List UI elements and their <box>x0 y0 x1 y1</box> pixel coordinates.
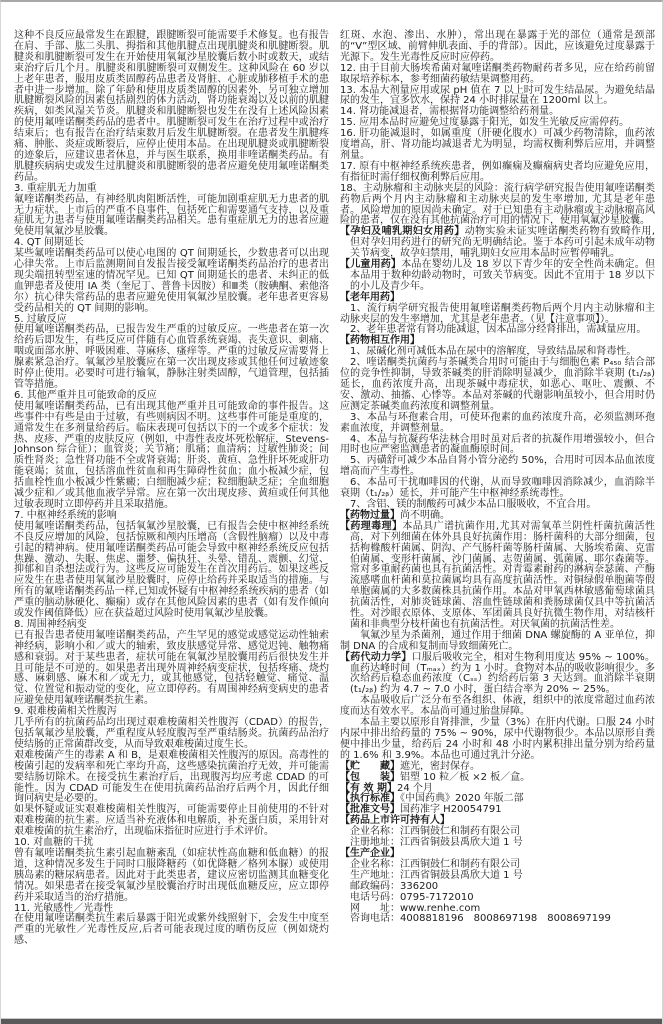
paragraph: 13. 本品大剂量应用或尿 pH 值在 7 以上时可发生结晶尿。为避免结晶尿的发生，宜多饮水，保持 24 小时排尿量在 1200ml 以上。 <box>340 84 655 107</box>
paragraph: 使用氟喹诺酮类药品，包括氧氟沙星胶囊，已有报告会使中枢神经系统不良反应增加的风险，包括惊厥和颅内压增高（含假性脑瘤）以及中毒引起的精神病。使用氟喹诺酮类药品可能会导致中枢神经系统反应包括焦躁、激动、失眠、焦虑、噩梦、偏执狂、头晕、错乱、震颤、幻觉、抑郁和自杀想法或行为。这些反应可能发生在首次用药后。如果这些反应发生在患者使用氧氟沙星胶囊时，应停止给药并采取适当的措施。与所有的氟喹诺酮类药品一样,已知或怀疑有中枢神经系统疾病的患者（如严重的脑动脉硬化、癫痫）或存在其他风险因素的患者（如有发作倾向或发作阈值降低）应在获益超过风险时使用氧氟沙星胶囊。 <box>14 520 329 620</box>
paragraph: 12. 由于目前大肠埃希菌对氟喹诺酮类药物耐药者多见，应在给药前留取尿培养标本，参考细菌药敏结果调整用药。 <box>340 62 655 85</box>
paragraph: 3. 重症肌无力加重 <box>14 182 97 194</box>
paragraph: 6、本品可干扰咖啡因的代谢，从而导致咖啡因消除减少，血消除半衰期（t₁/₂ᵦ）延长，并可能产生中枢神经系统毒性。 <box>340 477 655 500</box>
paragraph: 2、喹诺酮类抗菌药与茶碱类合用时可能由于与细胞色素 P₄₅₀ 结合部位的竞争性抑制，导致茶碱类的肝消除明显减少，血消除半衰期 (t₁/₂ᵦ) 延长，血药浓度升高，出现茶碱中毒症状，如恶心、呕吐、震颤、不安、激动、抽搐、心悸等。本品对茶碱的代谢影响虽较小，但合用时仍应测定茶碱类血药浓度和调整剂量。 <box>340 357 655 412</box>
paragraph: 网 址：www.renhe.com <box>350 902 481 914</box>
section-header-label: 【老年用药】 <box>340 291 400 303</box>
section-header-label: 【包 装】 <box>340 771 400 783</box>
paragraph: 1、流行病学研究报告使用氟喹诺酮类药物后两个月内主动脉瘤和主动脉夹层的发生率增加，尤其是老年患者。（见【注意事项】）。 <box>340 302 655 325</box>
paragraph: 3、本品与环孢素合用，可使环孢素的血药浓度升高，必须监测环孢素血浓度，并调整剂量。 <box>340 411 655 434</box>
paragraph: 5、丙磺舒可减少本品自肾小管分泌约 50%，合用时可因本品血浓度增高而产生毒性。 <box>340 455 655 478</box>
paragraph: 8. 周围神经病变 <box>14 618 87 630</box>
paragraph: 红斑、水泡、渗出、水肿），常出现在暴露于光的部位（通常是颈部的“V”型区域、前臂伸肌表面、手的背部）。因此，应该避免过度暴露于光源下。发生光毒性反应时应停药。 <box>340 30 655 63</box>
paragraph: 15. 应用本品时应避免过度暴露于阳光，如发生光敏反应需停药。 <box>340 117 630 129</box>
paragraph: 11. 光敏感性／光毒性 <box>14 902 114 914</box>
paragraph: 企业名称：江西铜鼓仁和制药有限公司 <box>350 826 520 838</box>
paragraph: 曾有氟喹诺酮类抗生素引起血糖紊乱（如症状性高血糖和低血糖）的报道，这种情况多发生于同时口服降糖药（如优降糖／格列本脲）或使用胰岛素的糖尿病患者。因此对于此类患者，建议应密切监测其血糖变化情况。如果患者在接受氧氟沙星胶囊治疗时出现低血糖反应，应立即停药并采取适当的治疗措施。 <box>14 847 329 903</box>
paragraph: 某些氟喹诺酮类药品可以使心电图的 QT 间期延长，少数患者可以出现心律失常。上市后监测期间自发报告接受氟喹诺酮类药品治疗的患者出现尖端扭转型室速的情况罕见。已知 QT 间期延长的患者、未纠正的低血钾患者及使用 IA 类（奎尼丁、普鲁卡因胺）和Ⅲ类（胺碘酮、索他洛尔）抗心律失常药品的患者应避免使用氧氟沙星胶囊。老年患者更容易受药品相关的 QT 间期的影响。 <box>14 248 329 314</box>
paragraph: 咨询电话：4008818196 8008697198 8008697199 <box>350 913 611 925</box>
paragraph: 6. 其他严重并且可能致命的反应 <box>14 389 157 401</box>
paragraph: 1、尿碱化剂可减低本品在尿中的溶解度，导致结晶尿和肾毒性。 <box>350 346 637 358</box>
paragraph: 本品主要以原形自肾排泄，少量（3%）在肝内代谢。口服 24 小时内尿中排出给药量的 75% ~ 90%，尿中代谢物很少。本品以原形自粪便中排出少量，给药后 24 小时和 48 小时内累积排出量分别为给药量的 1.6% 和 3.9%。本品也可通过乳汁分泌。 <box>340 717 655 761</box>
insert-body-text <box>1 2 662 947</box>
paragraph: 邮政编码：336200 <box>350 880 439 892</box>
section-header-label: 【贮 藏】 <box>340 760 400 772</box>
section-header-label: 【有 效 期】 <box>340 782 397 794</box>
paragraph: 7、含铝、镁的制酸药可减少本品口服吸收，不宜合用。 <box>350 498 597 510</box>
paragraph: 氟喹诺酮类药品，有神经肌肉阻断活性，可能加剧重症肌无力患者的肌无力症状。上市后的严重不良事件，包括死亡和需要通气支持，以及重症肌无力患者与使用氟喹诺酮类药品相关。患有重症肌无力的患者应避免使用氧氟沙星胶囊。 <box>14 193 329 238</box>
paragraph: 【批准文号】国药准字 H20054791 <box>340 804 502 816</box>
section-header-label: 【药品上市许可持有人】 <box>340 815 450 827</box>
paragraph: 7. 中枢神经系统的影响 <box>14 509 117 521</box>
paragraph: 使用氟喹诺酮类药品，已有出现其他严重并且可能致命的事件报告。这些事件中有些是由于过敏，有些则病因不明。这些事件可能是重度的，通常发生在多剂量给药后。临床表现可包括以下的一个或多个症状：发热、皮疹、严重的皮肤反应（例如，中毒性表皮坏死松解症，Stevens-Johnson 综合征）；血管炎；关节痛；肌痛；血清病；过敏性肺炎；间质性肾炎；急性肾功能不全或肾衰竭；肝炎、黄疸、急性肝坏死或肝功能衰竭；贫血，包括溶血性贫血和再生障碍性贫血；血小板减少症，包括血栓性血小板减少性紫癜；白细胞减少症；粒细胞缺乏症；全血细胞减少症和／或其他血液学异常。应在第一次出现皮疹、黄疸或任何其他过敏表现时立即停药并且采取措施。 <box>14 400 329 510</box>
section-header-label: 【生产企业】 <box>340 847 400 859</box>
paragraph: 17. 原有中枢神经系统疾患者，例如癫痫及癫痫病史者均应避免应用，有指征时需仔细权衡利弊后应用。 <box>340 160 655 183</box>
scan-bottom-edge <box>1 1018 662 1024</box>
paragraph: 企业名称：江西铜鼓仁和制药有限公司 <box>350 858 520 870</box>
section-header-label: 【药物相互作用】 <box>340 335 420 347</box>
paragraph: 10. 对血糖的干扰 <box>14 837 94 849</box>
paragraph: 【孕妇及哺乳期妇女用药】动物实验未证实喹诺酮类药物有致畸作用, 但对孕妇用药进行的研究尚无明确结论。鉴于本药可引起未成年动物关节病变，故孕妇禁用，哺乳期妇女应用本品时应暂停哺乳。 <box>340 226 656 260</box>
section-header-label: 【药代动力学】 <box>340 651 412 663</box>
paragraph: 如果怀疑或证实艰难梭菌相关性腹泻，可能需要停止目前使用的不针对艰难梭菌的抗生素。应适当补充液体和电解质，补充蛋白质，采用针对艰难梭菌的抗生素治疗，出现临床指征时应进行手术评价。 <box>14 804 329 838</box>
paragraph: 4、本品与抗凝药华法林合用时虽对后者的抗凝作用增强较小，但合用时也应严密监测患者的凝血酶原时间。 <box>340 433 655 456</box>
section-header-label: 【孕妇及哺乳期妇女用药】 <box>340 226 465 238</box>
paragraph: 【有 效 期】24 个月 <box>340 782 433 794</box>
paragraph: 2、老年患者常有肾功能减退，因本品部分经肾排出，需减量应用。 <box>350 324 647 336</box>
paragraph: 【执行标准】《中国药典》2020 年版二部 <box>340 793 524 805</box>
paragraph: 16. 肝功能减退时，如属重度（肝硬化腹水）可减少药物清除，血药浓度增高，肝、肾功能均减退者尤为明显，均需权衡利弊后应用，并调整剂量。 <box>340 128 655 161</box>
paragraph: 电话号码：0795-7172010 <box>350 891 474 903</box>
paragraph: 【贮 藏】遮光，密封保存。 <box>340 760 480 772</box>
paragraph: 氧氟沙星为杀菌剂，通过作用于细菌 DNA 螺旋酶的 A 亚单位，抑制 DNA 的合成和复制而导致细菌死亡。 <box>340 629 655 652</box>
paragraph: 在使用氟喹诺酮类抗生素后暴露于阳光或紫外线照射下，会发生中度至严重的光敏性／光毒性反应,后者可能表现过度的晒伤反应（例如烧灼感、 <box>14 913 329 947</box>
paragraph: 艰难梭菌产生的毒素 A 和 B，是艰难梭菌相关性腹泻的原因。高毒性的梭菌引起的发病率和死亡率均升高，这些感染抗菌治疗无效，并可能需要结肠切除术。在接受抗生素治疗后，出现腹泻均应考虑 CDAD 的可能性。因为 CDAD 可能发生在使用抗菌药品治疗后两个月，因此仔细询问病史是必要的。 <box>14 749 329 805</box>
paragraph: 18、主动脉瘤和主动脉夹层的风险：流行病学研究报告使用氟喹诺酮类药物后两个月内主动脉瘤和主动脉夹层的发生率增加, 尤其是老年患者。风险增加的原因尚未确定。对于已知患有主动脉瘤或主动脉瘤高风险的患者，仅在没有其他抗菌治疗可用的情况下，使用氧氟沙星胶囊。 <box>340 182 655 227</box>
paragraph: 4. QT 间期延长 <box>14 237 84 249</box>
section-header-label: 【执行标准】 <box>340 793 400 805</box>
paragraph: 几乎所有的抗菌药品均出现过艰难梭菌相关性腹泻（CDAD）的报告，包括氧氟沙星胶囊，严重程度从轻度腹泻至严重结肠炎。抗菌药品治疗使结肠的正常菌群改变，从而导致艰难梭菌过度生长。 <box>14 717 329 750</box>
paragraph: 【包 装】铝塑 10 粒／板 ×2 板／盒。 <box>340 771 531 783</box>
paragraph: 9. 艰难梭菌相关性腹泻 <box>14 706 117 718</box>
paragraph: 使用氟喹诺酮类药品，已报告发生严重的过敏反应。一些患者在第一次给药后即发生，有些反应可伴随有心血管系统衰竭、丧失意识、刺痛、咽或面部水肿、呼吸困难、荨麻疹、瘙痒等。严重的过敏反应需要肾上腺素紧急治疗。氧氟沙星胶囊应在第一次出现皮疹或其他任何过敏迹象时停止使用。必要时可进行输氧，静脉注射类固醇，气道管理，包括插管等措施。 <box>14 324 329 390</box>
left-text-column <box>14 31 329 947</box>
paragraph: 【药代动力学】口服后吸收完全，相对生物利用度达 95% ~ 100%。血药达峰时间（Tₘₐₓ）约为 1 小时。食物对本品的吸收影响很少。多次给药后稳态血药浓度（Cₛₛ）约给药后第 3 天达到。血消除半衰期(t₁/₂ᵦ) 约为 4.7 ~ 7.0 小时，蛋白结合率为 20% ~ 25%。 <box>340 651 655 696</box>
paragraph: 【药物过量】尚不明确。 <box>340 509 450 521</box>
section-header-label: 【批准文号】 <box>340 804 400 816</box>
paragraph: 【儿童用药】本品在婴幼儿及 18 岁以下青少年的安全性尚未确定。但本品用于数种幼龄动物时，可致关节病变。因此不宜用于 18 岁以下的小儿及青少年。 <box>340 259 655 292</box>
paragraph: 已有报告患者使用氟喹诺酮类药品，产生罕见的感觉或感觉运动性轴索神经病，影响小和／或大的轴索，致皮肤感觉异常、感觉迟钝、触物痛感和衰弱。对于某些患者，症状可能在氧氟沙星胶囊用药后很快发生并且可能是不可逆的。如果患者出现外周神经病变症状，包括疼痛、烧灼感、麻刺感、麻木和／或无力，或其他感觉，包括轻触觉、痛觉、温觉、位置觉和振动觉的变化，应立即停药。有周围神经病变病史的患者应避免使用氟喹诺酮类抗生素。 <box>14 629 329 707</box>
section-header-label: 【药物过量】 <box>340 509 400 521</box>
right-text-column <box>340 31 655 947</box>
section-header-label: 【药理毒理】 <box>340 520 403 532</box>
paragraph: 本品吸收后广泛分布至各组织、体液，组织中的浓度常超过血药浓度而达有效水平。本品尚可通过胎盘屏障。 <box>340 695 655 718</box>
paragraph: 5. 过敏反应 <box>14 313 67 325</box>
paragraph: 这种不良反应最常发生在跟腱，跟腱断裂可能需要手术修复。也有报告在肩、手部、肱二头肌、拇指和其他肌腱点出现肌腱炎和肌腱断裂。肌腱炎和肌腱断裂可发生在开始使用氧氟沙星胶囊后数小时或数天，或结束治疗后几个月。肌腱炎和肌腱断裂可双侧发生。这种风险在 60 岁以上老年患者，服用皮质类固醇药品患者及肾脏、心脏或肺移植手术的患者中进一步增加。除了年龄和使用皮质类固醇的因素外，另可独立增加肌腱断裂风险的因素包括剧烈的体力活动，肾功能衰竭以及以前的肌腱疾病，如类风湿关节炎。肌腱炎和肌腱断裂也发生在没有上述风险因素的使用氟喹诺酮类药品的患者中。肌腱断裂可发生在治疗过程中或治疗结束后；也有报告在治疗结束数月后发生肌腱断裂。在患者发生肌腱疼痛、肿胀、炎症或断裂后，应停止使用本品。在出现肌腱炎或肌腱断裂的迹象后，应建议患者休息，并与医生联系，换用非喹诺酮类药品。有肌腱疾病病史或发生过肌腱炎和肌腱断裂的患者应避免使用氟喹诺酮类药品。 <box>14 30 329 183</box>
paragraph: 【药理毒理】本品具广谱抗菌作用,尤其对需氧革兰阴性杆菌抗菌活性高，对下列细菌在体外具良好抗菌作用：肠杆菌科的大部分细菌，包括枸橼酸杆菌属、阴沟、产气肠杆菌等肠杆菌属、大肠埃希菌、克雷伯菌属、变形杆菌属、沙门菌属、志贺菌属、弧菌属、耶尔森菌等。常对多重耐药菌也具有抗菌活性。对青霉素耐药的淋病奈瑟菌、产酶流感嗜血杆菌和莫拉菌属均具有高度抗菌活性。对铜绿假单胞菌等假单胞菌属的大多数菌株具抗菌作用。本品对甲氧西林敏感葡萄球菌具抗菌活性，对肺炎链球菌、溶血性链球菌和粪肠球菌仅具中等抗菌活性。对沙眼衣原体、支原体、军团菌具良好抗微生物作用，对结核杆菌和非典型分枝杆菌也有抗菌活性。对厌氧菌的抗菌活性差。 <box>340 520 656 630</box>
section-header-label: 【儿童用药】 <box>340 259 402 271</box>
paragraph: 注册地址：江西省铜鼓县禹欣大道 1 号 <box>350 837 523 849</box>
paragraph: 14. 肾功能减退者，需根据肾功能调整给药剂量。 <box>340 106 560 118</box>
paragraph: 生产地址：江西省铜鼓县禹欣大道 1 号 <box>350 869 523 881</box>
